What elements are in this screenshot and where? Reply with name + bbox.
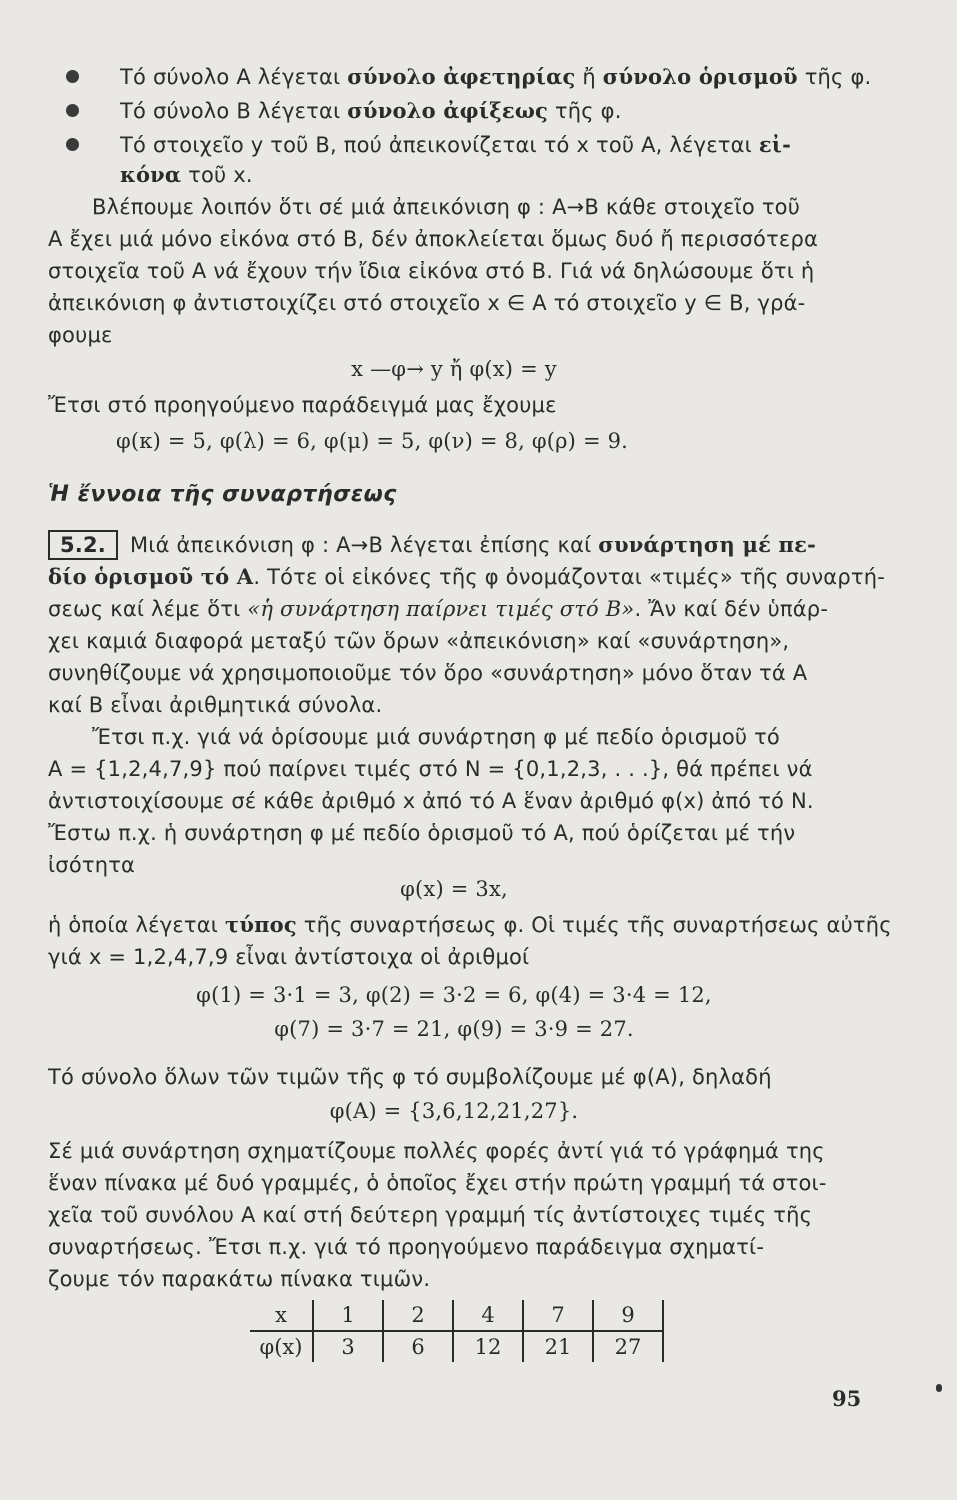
section-line-1: 5.2. Μιά ἀπεικόνιση φ : Α→Β λέγεται ἐπίσης καί συνάρτηση μέ πε- [48,530,860,560]
paragraph-line: Ἔστω π.χ. ἡ συνάρτηση φ μέ πεδίο ὁρισμοῦ τό Α, πού ὁρίζεται μέ τήν [48,821,796,845]
paragraph-line: Ἔτσι π.χ. γιά νά ὁρίσουμε μιά συνάρτηση φ μέ πεδίο ὁρισμοῦ τό [92,725,780,749]
table-cell: 7 [523,1300,593,1331]
section-line-3: σεως καί λέμε ὅτι «ἡ συνάρτηση παίρνει τιμές στό Β». Ἄν καί δέν ὑπάρ- [48,597,829,621]
paragraph-line: Τό σύνολο ὅλων τῶν τιμῶν τῆς φ τό συμβολίζουμε μέ φ(Α), δηλαδή [48,1065,772,1089]
bullet-line-3-cont: κόνα τοῦ x. [120,162,253,187]
section-line-2: δίο ὁρισμοῦ τό Α. Τότε οἱ εἰκόνες τῆς φ ὀνομάζονται «τιμές» τῆς συναρτή- [48,564,885,589]
table-cell: 12 [453,1331,523,1362]
table-cell: 27 [593,1331,663,1362]
paragraph-line: ἀντιστοιχίσουμε σέ κάθε ἀριθμό x ἀπό τό Α ἕναν ἀριθμό φ(x) ἀπό τό N. [48,789,814,813]
paragraph-line: ζουμε τόν παρακάτω πίνακα τιμῶν. [48,1267,431,1291]
bullet-line-1: Τό σύνολο Α λέγεται σύνολο ἀφετηρίας ἤ σύνολο ὁρισμοῦ τῆς φ. [120,64,872,89]
section-heading: Ἡ ἔννοια τῆς συναρτήσεως [48,482,397,507]
ink-dot [936,1384,942,1392]
paragraph-line: στοιχεῖα τοῦ Α νά ἔχουν τήν ἴδια εἰκόνα στό Β. Γιά νά δηλώσουμε ὅτι ἡ [48,259,815,283]
table-cell: 3 [313,1331,383,1362]
paragraph-line: Α ἔχει μιά μόνο εἰκόνα στό Β, δέν ἀποκλείεται ὅμως δυό ἤ περισσότερα [48,227,819,251]
table-cell: 4 [453,1300,523,1331]
paragraph-line: ἕναν πίνακα μέ δυό γραμμές, ὁ ὁποῖος ἔχει στήν πρώτη γραμμή τά στοι- [48,1171,827,1195]
table-cell: 2 [383,1300,453,1331]
paragraph-line: χει καμιά διαφορά μεταξύ τῶν ὅρων «ἀπεικόνιση» καί «συνάρτηση», [48,629,790,653]
table-row [250,1331,663,1362]
formula-definition: φ(x) = 3x, [400,877,508,901]
page-number: 95 [832,1386,862,1411]
formula-mapping: x —φ→ y ἤ φ(x) = y [351,357,557,381]
paragraph-line: ἰσότητα [48,853,136,877]
paragraph-line: Σέ μιά συνάρτηση σχηματίζουμε πολλές φορές ἀντί γιά τό γράφημά της [48,1139,825,1163]
table-cell: x [250,1300,313,1331]
bullet-line-3: Τό στοιχεῖο y τοῦ Β, πού ἀπεικονίζεται τό x τοῦ Α, λέγεται εἰ- [120,132,792,157]
paragraph-line: καί Β εἶναι ἀριθμητικά σύνολα. [48,693,383,717]
table-cell: 9 [593,1300,663,1331]
table-cell: 6 [383,1331,453,1362]
formula-values-1: φ(1) = 3·1 = 3, φ(2) = 3·2 = 6, φ(4) = 3·4 = 12, [196,983,712,1007]
table-row [250,1300,663,1331]
bullet-line-2: Τό σύνολο Β λέγεται σύνολο ἀφίξεως τῆς φ. [120,98,622,123]
formula-values-2: φ(7) = 3·7 = 21, φ(9) = 3·9 = 27. [274,1017,634,1041]
formula-image-set: φ(Α) = {3,6,12,21,27}. [329,1099,579,1123]
bullet-icon [66,70,79,83]
table-cell: φ(x) [250,1331,313,1362]
paragraph-line: συναρτήσεως. Ἔτσι π.χ. γιά τό προηγούμενο παράδειγμα σχηματί- [48,1235,765,1259]
paragraph-line: ἀπεικόνιση φ ἀντιστοιχίζει στό στοιχεῖο x ∈ Α τό στοιχεῖο y ∈ Β, γρά- [48,291,806,315]
bullet-icon [66,138,79,151]
paragraph-line: Βλέπουμε λοιπόν ὅτι σέ μιά ἀπεικόνιση φ : Α→Β κάθε στοιχεῖο τοῦ [92,195,801,219]
paragraph-line: γιά x = 1,2,4,7,9 εἶναι ἀντίστοιχα οἱ ἀριθμοί [48,945,530,969]
paragraph-line: συνηθίζουμε νά χρησιμοποιοῦμε τόν ὅρο «συνάρτηση» μόνο ὅταν τά Α [48,661,808,685]
table-cell: 1 [313,1300,383,1331]
paragraph-line: χεῖα τοῦ συνόλου Α καί στή δεύτερη γραμμή τίς ἀντίστοιχες τιμές τῆς [48,1203,813,1227]
typos-line: ἡ ὁποία λέγεται τύπος τῆς συναρτήσεως φ. Οἱ τιμές τῆς συναρτήσεως αὐτῆς [48,912,892,937]
table-cell: 21 [523,1331,593,1362]
paragraph-line: φουμε [48,323,113,347]
paragraph-line: Ἔτσι στό προηγούμενο παράδειγμά μας ἔχουμε [48,393,557,417]
paragraph-line: Α = {1,2,4,7,9} πού παίρνει τιμές στό N = {0,1,2,3, . . .}, θά πρέπει νά [48,757,813,781]
formula-values: φ(κ) = 5, φ(λ) = 6, φ(μ) = 5, φ(ν) = 8, φ(ρ) = 9. [116,429,629,453]
bullet-icon [66,104,79,117]
values-table [250,1300,664,1362]
section-number: 5.2. [48,530,118,560]
